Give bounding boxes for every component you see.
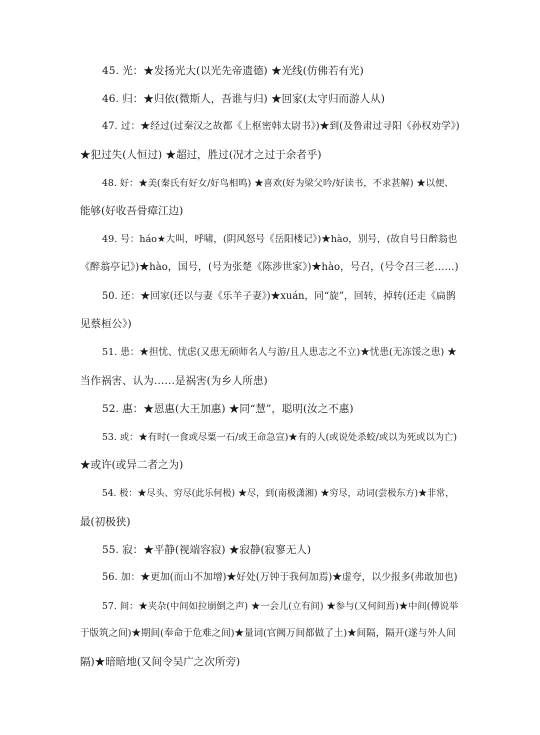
entry-line: 47. 过：★经过(过秦汉之故都《上枢密韩太尉书》)★到(及鲁肃过寻阳《孙权劝学》)	[102, 121, 460, 132]
entry-line: 56. 加：★更加(而山不加增)★好处(万钟于我何加焉)★虚夸，以少报多(弗敢加也)	[102, 572, 458, 583]
entry-line: 48. 好：★美(秦氏有好女/好鸟相鸣) ★喜欢(好为梁父吟/好读书，不求甚解) ★以便、	[102, 178, 454, 189]
entry-line: 53. 或：★有时(一食或尽粟一石/或王命急宣)★有的人(或说处杀蛟/或以为死或以为亡)	[102, 432, 458, 443]
entry-line: 50. 还：★回家(还以与妻《乐羊子妻》)★xuán，同“旋”，回转，掉转(还走《扁鹊	[102, 291, 456, 302]
entry-line: ★犯过失(人恒过) ★超过，胜过(况才之过于余者乎)	[80, 149, 322, 161]
entry-line: 52. 惠：★恩惠(大王加惠) ★同“慧”，聪明(汝之不惠)	[102, 403, 354, 415]
entry-line: 能够(好收吾骨瘴江边)	[80, 205, 184, 217]
entry-line: 最(初极狭)	[80, 516, 131, 528]
entry-line: ★或许(或异二者之为)	[80, 459, 184, 471]
entry-line: 57. 间：★夹杂(中间如拉崩倒之声) ★一会儿(立有间) ★参与(又何间焉)★中间(傅说举	[102, 601, 459, 612]
entry-line: 隔)★暗暗地(又间令吴广之次所旁)	[80, 656, 241, 668]
entry-line: 55. 寂：★平静(视端容寂) ★寂静(寂寥无人)	[102, 544, 312, 556]
entry-line: 54. 极：★尽头、穷尽(此乐何极) ★尽，到(南极潇湘) ★穷尽，动词(尝极东方)★非常，	[102, 489, 455, 499]
entry-line: 46. 归：★归依(微斯人，吾谁与归) ★回家(太守归而游人从)	[102, 93, 385, 105]
entry-line: 《醉翁亭记》)★hào，国号，(号为张楚《陈涉世家》)★hào，号召，(号令召三老……)	[80, 262, 459, 273]
entry-line: 见蔡桓公》)	[80, 318, 132, 330]
entry-line: 45. 光：★发扬光大(以光先帝遗德) ★光线(仿佛若有光)	[102, 65, 364, 77]
entry-line: 51. 患：★担忧、忧虑(又患无硕师名人与游/且人患志之不立)★忧患(无冻馁之患) ★	[102, 347, 457, 358]
entry-line: 当作祸害、认为……是祸害(为乡人所患)	[80, 375, 268, 387]
entry-line: 49. 号：háo★大叫，呼啸，(阴风怒号《岳阳楼记》)★hào，别号，(故自号日醉翁也	[102, 234, 458, 245]
entry-line: 于版筑之间)★期间(奉命于危难之间)★量词(官阙万间都做了土)★间隔，隔开(遂与外人间	[80, 628, 456, 639]
